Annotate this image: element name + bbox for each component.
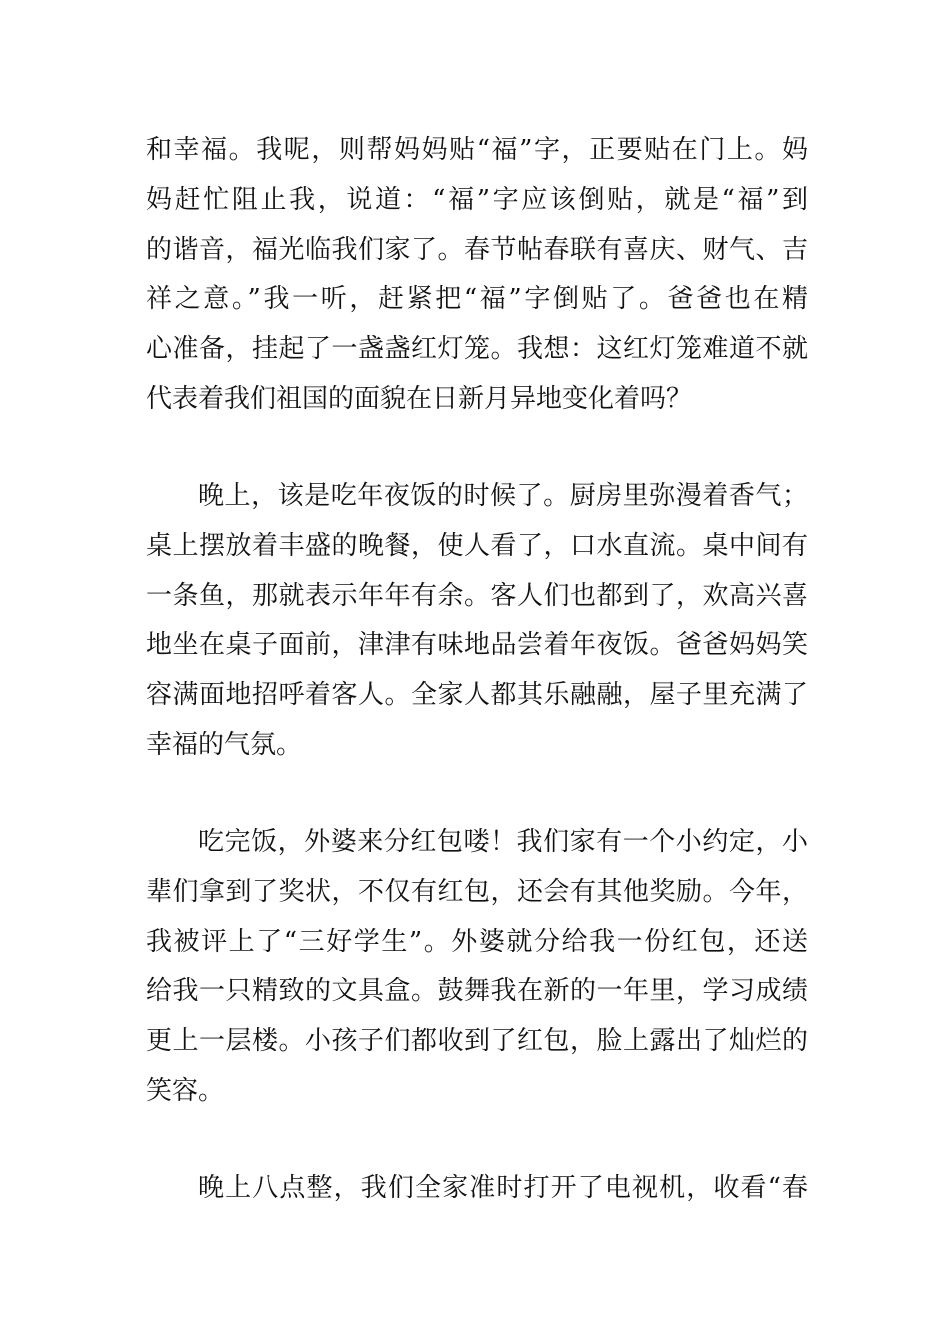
paragraph-3-line-1: 吃完饭，外婆来分红包喽！我们家有一个小约定，小: [198, 827, 808, 857]
paragraph-1-line-1: 和幸福。我呢，则帮妈妈贴“福”字，正要贴在门上。妈: [146, 135, 808, 165]
paragraph-2-line-3: 一条鱼，那就表示年年有余。客人们也都到了，欢高兴喜: [146, 581, 808, 611]
paragraph-1-line-4: 祥之意。”我一听，赶紧把“福”字倒贴了。爸爸也在精: [146, 284, 808, 314]
paragraph-4-line-1: 晚上八点整，我们全家准时打开了电视机，收看“春: [198, 1173, 808, 1203]
paragraph-1-line-3: 的谐音，福光临我们家了。春节帖春联有喜庆、财气、吉: [146, 235, 808, 265]
paragraph-2-line-1: 晚上，该是吃年夜饭的时候了。厨房里弥漫着香气；: [198, 481, 808, 511]
paragraph-3-line-2: 辈们拿到了奖状，不仅有红包，还会有其他奖励。今年，: [146, 877, 808, 907]
paragraph-3-line-3: 我被评上了“三好学生”。外婆就分给我一份红包，还送: [146, 927, 808, 957]
paragraph-3-line-5: 更上一层楼。小孩子们都收到了红包，脸上露出了灿烂的: [146, 1026, 808, 1056]
paragraph-3-line-4: 给我一只精致的文具盒。鼓舞我在新的一年里，学习成绩: [146, 976, 808, 1006]
paragraph-2-line-4: 地坐在桌子面前，津津有味地品尝着年夜饭。爸爸妈妈笑: [146, 630, 808, 660]
paragraph-1-line-2: 妈赶忙阻止我，说道：“福”字应该倒贴，就是“福”到: [146, 185, 808, 215]
paragraph-2-line-5: 容满面地招呼着客人。全家人都其乐融融，屋子里充满了: [146, 680, 808, 710]
paragraph-2-line-6: 幸福的气氛。: [146, 730, 303, 760]
paragraph-2-line-2: 桌上摆放着丰盛的晚餐，使人看了，口水直流。桌中间有: [146, 531, 808, 561]
paragraph-3-line-6: 笑容。: [146, 1076, 225, 1106]
paragraph-1-line-5: 心准备，挂起了一盏盏红灯笼。我想：这红灯笼难道不就: [146, 334, 808, 364]
paragraph-1-line-6: 代表着我们祖国的面貌在日新月异地变化着吗？: [146, 384, 693, 414]
